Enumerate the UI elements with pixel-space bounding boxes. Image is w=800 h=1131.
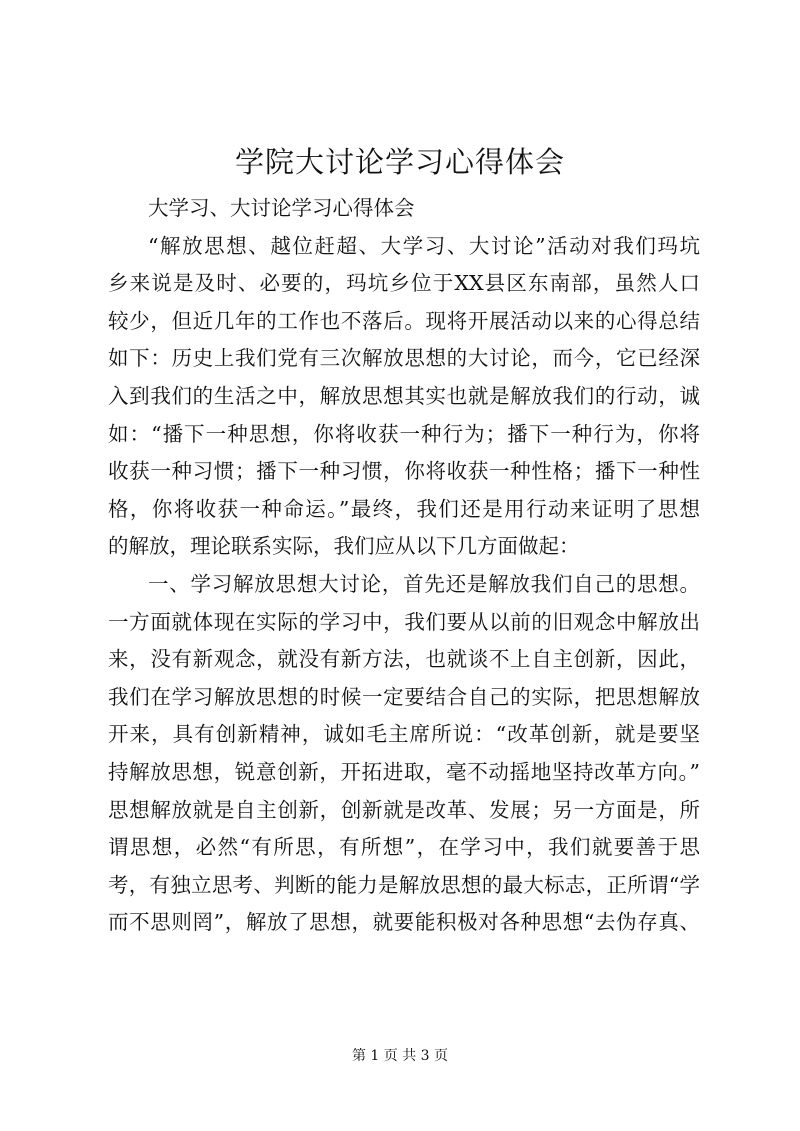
text-line: 开来，具有创新精神，诚如毛主席所说：“改革创新，就是要坚: [108, 722, 700, 747]
page-number-footer: 第 1 页 共 3 页: [351, 1048, 449, 1064]
text-line: 一、学习解放思想大讨论，首先还是解放我们自己的思想。: [148, 571, 700, 596]
text-line: 乡来说是及时、必要的，玛坑乡位于XX县区东南部，虽然人口: [108, 271, 700, 296]
text-line: 大学习、大讨论学习心得体会: [148, 196, 415, 220]
text-line: 思想解放就是自主创新，创新就是改革、发展；另一方面是，所: [108, 797, 700, 822]
document-body: [108, 190, 700, 942]
text-line: “解放思想、越位赶超、大学习、大讨论”活动对我们玛坑: [148, 233, 700, 258]
text-line: 一方面就体现在实际的学习中，我们要从以前的旧观念中解放出: [108, 609, 700, 634]
text-line: 收获一种习惯；播下一种习惯，你将收获一种性格；播下一种性: [108, 459, 700, 484]
text-line: 较少，但近几年的工作也不落后。现将开展活动以来的心得总结: [108, 308, 700, 333]
text-line: 持解放思想，锐意创新，开拓进取，毫不动摇地坚持改革方向。”: [108, 759, 700, 784]
text-line: 而不思则罔”，解放了思想，就要能积极对各种思想“去伪存真、: [108, 910, 700, 935]
text-line: 谓思想，必然“有所思，有所想”，在学习中，我们就要善于思: [108, 835, 700, 860]
text-line: 考，有独立思考、判断的能力是解放思想的最大标志，正所谓“学: [108, 872, 700, 897]
text-line: 的解放，理论联系实际，我们应从以下几方面做起：: [108, 534, 580, 559]
text-line: 入到我们的生活之中，解放思想其实也就是解放我们的行动，诚: [108, 383, 700, 408]
text-line: 格，你将收获一种命运。”最终，我们还是用行动来证明了思想: [108, 496, 700, 521]
text-line: 如下：历史上我们党有三次解放思想的大讨论，而今，它已经深: [108, 346, 700, 371]
text-line: 如：“播下一种思想，你将收获一种行为；播下一种行为，你将: [108, 421, 700, 446]
document-title: 学院大讨论学习心得体会: [234, 145, 565, 179]
text-line: 我们在学习解放思想的时候一定要结合自己的实际，把思想解放: [108, 684, 700, 709]
text-line: 来，没有新观念，就没有新方法，也就谈不上自主创新，因此，: [108, 647, 700, 672]
